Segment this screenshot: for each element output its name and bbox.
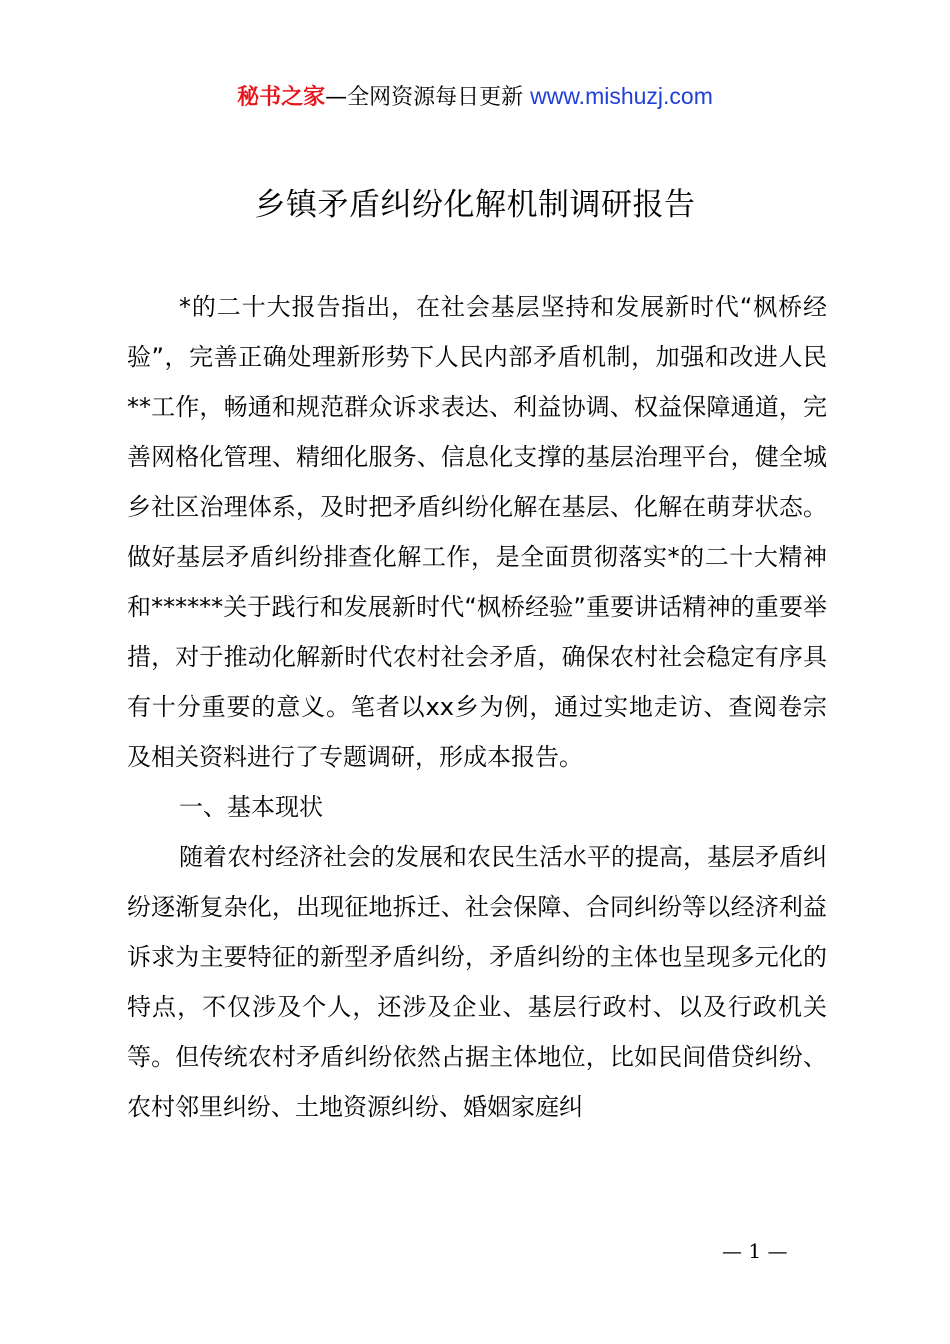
banner-slogan: —全网资源每日更新 <box>325 85 531 110</box>
document-title: 乡镇矛盾纠纷化解机制调研报告 <box>254 187 696 223</box>
intro-paragraph: *的二十大报告指出，在社会基层坚持和发展新时代“枫桥经验”，完善正确处理新形势下人民内部矛盾机制，加强和改进人民**工作，畅通和规范群众诉求表达、利益协调、权益保障通道，完善网格化管理、精细化服务、信息化支撑的基层治理平台，健全城乡社区治理体系，及时把矛盾纠纷化解在基层、化解在萌芽状态。做好基层矛盾纠纷排查化解工作，是全面贯彻落实*的二十大精神和******关于践行和发展新时代“枫桥经验”重要讲话精神的重要举措，对于推动化解新时代农村社会矛盾，确保农村社会稳定有序具有十分重要的意义。笔者以xx乡为例，通过实地走访、查阅卷宗及相关资料进行了专题调研，形成本报告。 <box>127 293 827 771</box>
brand-name: 秘书之家 <box>237 85 326 110</box>
document-body <box>127 282 827 1132</box>
section-paragraph: 随着农村经济社会的发展和农民生活水平的提高，基层矛盾纠纷逐渐复杂化，出现征地拆迁、社会保障、合同纠纷等以经济利益诉求为主要特征的新型矛盾纠纷，矛盾纠纷的主体也呈现多元化的特点，不仅涉及个人，还涉及企业、基层行政村、以及行政机关等。但传统农村矛盾纠纷依然占据主体地位，比如民间借贷纠纷、农村邻里纠纷、土地资源纠纷、婚姻家庭纠 <box>127 843 827 1121</box>
section-heading: 一、基本现状 <box>179 793 323 821</box>
page-number: — 1 — <box>722 1239 788 1263</box>
site-url-link[interactable]: www.mishuzj.com <box>530 83 713 109</box>
site-banner <box>0 80 950 114</box>
